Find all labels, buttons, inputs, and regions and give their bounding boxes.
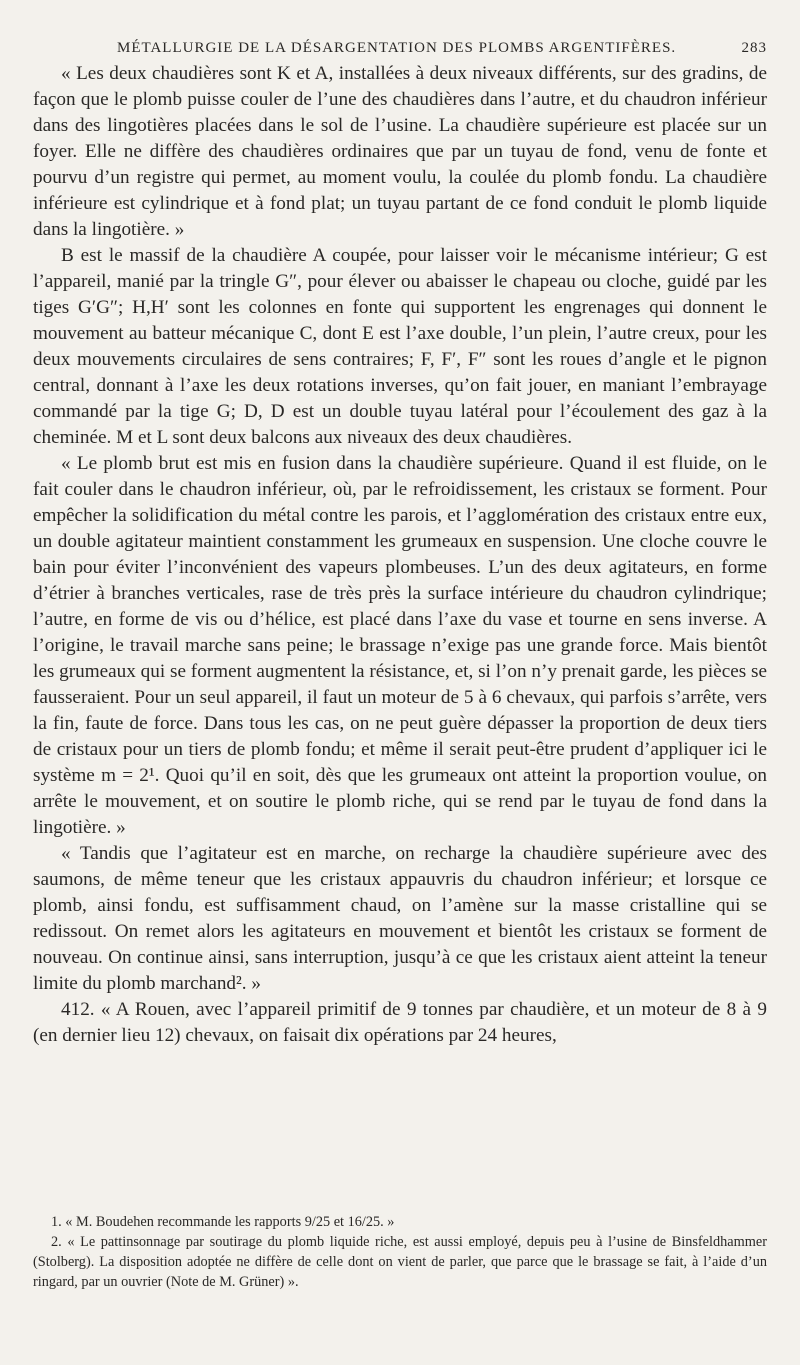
footnotes xyxy=(33,1212,767,1292)
body-text xyxy=(33,61,767,1049)
footnote: 1. « M. Boudehen recommande les rapports 9/25 et 16/25. » xyxy=(51,1214,395,1230)
paragraph: 412. « A Rouen, avec l’appareil primitif de 9 tonnes par chaudière, et un moteur de 8 à 9 (en dernier lieu 12) chevaux, on faisait dix opérations par 24 heures, xyxy=(33,999,767,1046)
footnote: 2. « Le pattinsonnage par soutirage du plomb liquide riche, est aussi employé, depuis peu à l’usine de Binsfeldhammer (Stolberg). La disposition adoptée ne diffère de celle dont on vient de parler, que parce que le brassage se fait, à l’aide d’un ringard, par un ouvrier (Note de M. Grüner) ». xyxy=(33,1234,767,1290)
running-title: MÉTALLURGIE DE LA DÉSARGENTATION DES PLOMBS ARGENTIFÈRES. xyxy=(117,40,677,56)
paragraph: « Les deux chaudières sont K et A, installées à deux niveaux différents, sur des gradins, de façon que le plomb puisse couler de l’une des chaudières dans l’autre, et du chaudron inférieur dans des lingotières placées dans le sol de l’usine. La chaudière supérieure est placée sur un foyer. Elle ne diffère des chaudières ordinaires que par un tuyau de fond, venu de fonte et pourvu d’un registre qui permet, au moment voulu, la coulée du plomb fondu. La chaudière inférieure est cylindrique et à fond plat; un tuyau partant de ce fond conduit le plomb liquide dans la lingotière. » xyxy=(33,63,767,240)
page-number: 283 xyxy=(741,40,767,56)
page-header xyxy=(33,40,767,57)
paragraph: B est le massif de la chaudière A coupée, pour laisser voir le mécanisme intérieur; G est l’appareil, manié par la tringle G″, pour élever ou abaisser le chapeau ou cloche, guidé par les tiges G′G″; H,H′ sont les colonnes en fonte qui supportent les engrenages qui donnent le mouvement au batteur mécanique C, dont E est l’axe double, l’un plein, l’autre creux, pour les deux mouvements circulaires de sens contraires; F, F′, F″ sont les roues d’angle et le pignon central, donnant à l’axe les deux rotations inverses, qu’on fait jouer, en maniant l’embrayage commandé par la tige G; D, D est un double tuyau latéral pour l’écoulement des gaz à la cheminée. M et L sont deux balcons aux niveaux des deux chaudières. xyxy=(33,245,767,448)
paragraph: « Tandis que l’agitateur est en marche, on recharge la chaudière supérieure avec des saumons, de même teneur que les cristaux appauvris du chaudron inférieur; et lorsque ce plomb, ainsi fondu, est suffisamment chaud, on l’amène sur la masse cristalline qui se redissout. On remet alors les agitateurs en mouvement et bientôt les cristaux se forment de nouveau. On continue ainsi, sans interruption, jusqu’à ce que les cristaux aient atteint la teneur limite du plomb marchand². » xyxy=(33,843,767,994)
paragraph: « Le plomb brut est mis en fusion dans la chaudière supérieure. Quand il est fluide, on le fait couler dans le chaudron inférieur, où, par le refroidissement, les cristaux se forment. Pour empêcher la solidification du métal contre les parois, et l’agglomération des cristaux entre eux, un double agitateur maintient constamment les grumeaux en suspension. Une cloche couvre le bain pour éviter l’inconvénient des vapeurs plombeuses. L’un des deux agitateurs, en forme d’étrier à branches verticales, rase de très près la surface intérieure du chaudron cylindrique; l’autre, en forme de vis ou d’hélice, est placé dans l’axe du vase et tourne en sens inverse. A l’origine, le travail marche sans peine; le brassage n’exige pas une grande force. Mais bientôt les grumeaux qui se forment augmentent la résistance, et, si l’on n’y prenait garde, les pièces se fausseraient. Pour un seul appareil, il faut un moteur de 5 à 6 chevaux, qui parfois s’arrête, vers la fin, faute de force. Dans tous les cas, on ne peut guère dépasser la proportion de deux tiers de cristaux pour un tiers de plomb fondu; et même il serait peut-être prudent d’appliquer ici le système m = 2¹. Quoi qu’il en soit, dès que les grumeaux ont atteint la proportion voulue, on arrête le mouvement, et on soutire le plomb riche, qui se rend par le tuyau de fond dans la lingotière. » xyxy=(33,453,767,838)
